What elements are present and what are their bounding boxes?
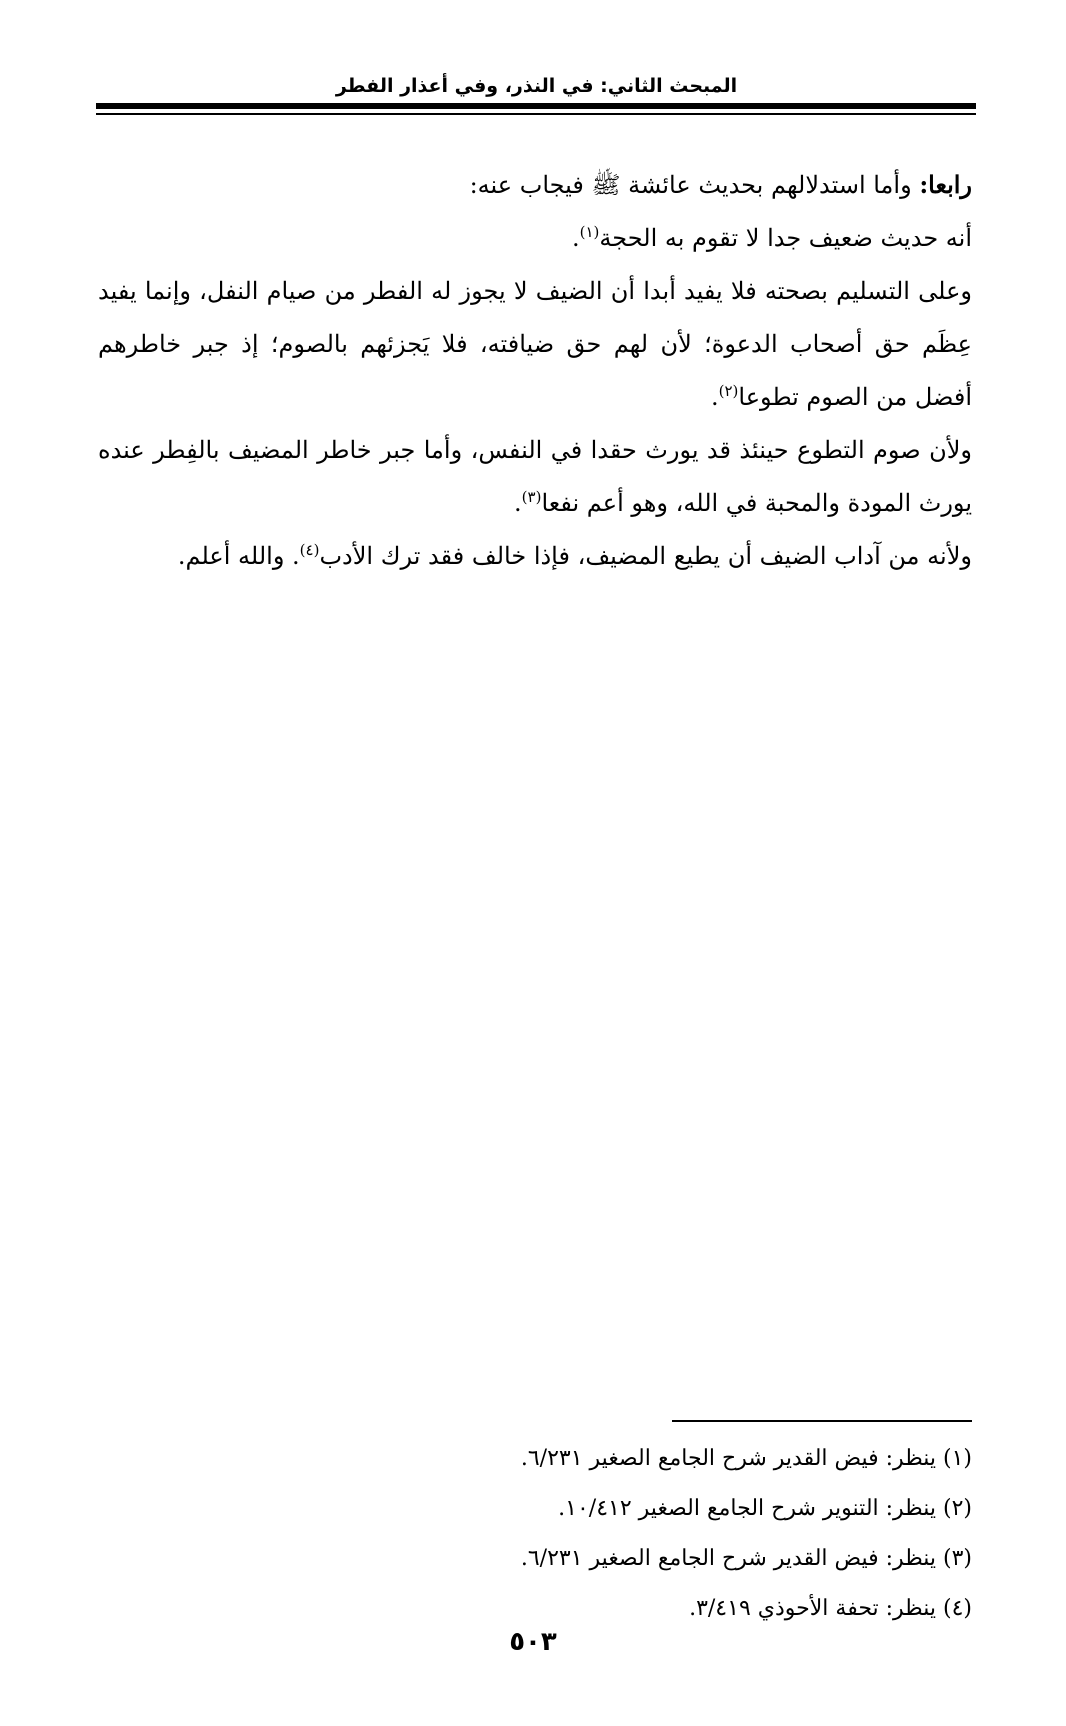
- paragraph-1-text: وأما استدلالهم بحديث عائشة ﷺ فيجاب عنه:: [469, 171, 920, 199]
- footnote-3: (٣) ينظر: فيض القدير شرح الجامع الصغير ٦/٢٣١.: [520, 1546, 972, 1571]
- paragraph-3-text: وعلى التسليم بصحته فلا يفيد أبدا أن الضيف لا يجوز له الفطر من صيام النفل، وإنما يفيد عِظَم حق أصحاب الدعوة؛ لأن لهم حق ضيافته، فلا يَجزئهم بالصوم؛ إذ جبر خاطرهم أفضل من الصوم تطوعا: [98, 277, 972, 411]
- paragraph-3-end: .: [710, 383, 719, 411]
- footnote-ref-3: (٣): [521, 488, 542, 506]
- header-rule-thin: [96, 113, 976, 115]
- footnotes: [98, 1434, 972, 1634]
- footnote-1: (١) ينظر: فيض القدير شرح الجامع الصغير ٦/٢٣١.: [520, 1446, 972, 1471]
- footnote-ref-1: (١): [579, 223, 600, 241]
- paragraph-4: [98, 424, 972, 530]
- paragraph-5-end: . والله أعلم.: [177, 542, 300, 570]
- page-number: ٥٠٣: [509, 1627, 557, 1657]
- paragraph-2-text: أنه حديث ضعيف جدا لا تقوم به الحجة: [599, 224, 972, 252]
- header-rule-thick: [96, 103, 976, 109]
- main-text: [98, 158, 972, 583]
- footnote-ref-4: (٤): [299, 541, 320, 559]
- footnote-4: (٤) ينظر: تحفة الأحوذي ٣/٤١٩.: [689, 1596, 972, 1621]
- footnote-separator: [672, 1420, 972, 1422]
- paragraph-3: [98, 265, 972, 424]
- footnote-2: (٢) ينظر: التنوير شرح الجامع الصغير ١٠/٤١٢.: [558, 1496, 972, 1521]
- paragraph-2-end: .: [571, 224, 580, 252]
- running-header-title: المبحث الثاني: في النذر، وفي أعذار الفطر: [335, 75, 738, 97]
- paragraph-4-text: ولأن صوم التطوع حينئذ قد يورث حقدا في النفس، وأما جبر خاطر المضيف بالفِطر عنده يورث المودة والمحبة في الله، وهو أعم نفعا: [98, 436, 972, 517]
- paragraph-5-text: ولأنه من آداب الضيف أن يطيع المضيف، فإذا خالف فقد ترك الأدب: [319, 542, 972, 570]
- footnote-ref-2: (٢): [718, 382, 739, 400]
- paragraph-5: [98, 530, 972, 583]
- paragraph-1-lead: رابعا:: [919, 170, 972, 199]
- paragraph-4-end: .: [514, 489, 522, 517]
- paragraph-1: [98, 158, 972, 212]
- paragraph-2: [98, 212, 972, 265]
